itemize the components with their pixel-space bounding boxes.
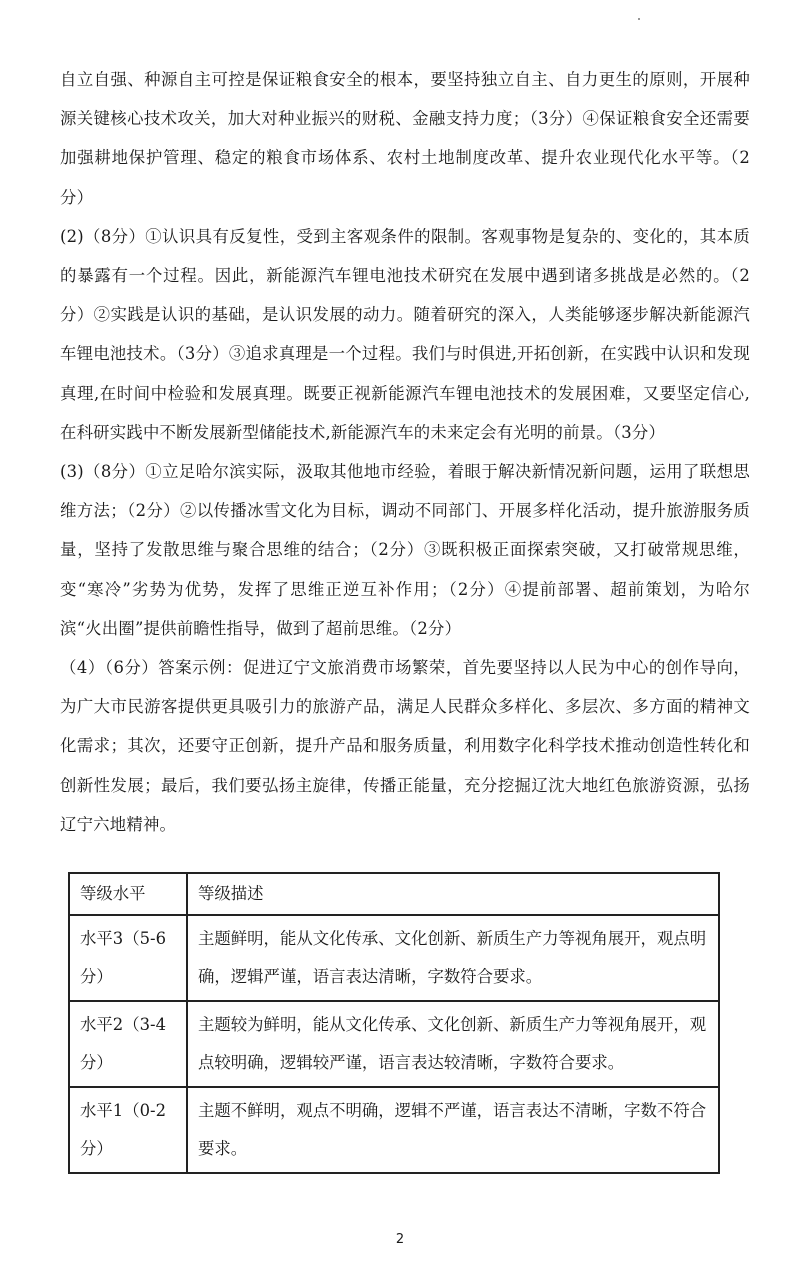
answer-text	[60, 60, 750, 844]
table-row	[69, 1087, 719, 1173]
table-header-row	[69, 873, 719, 915]
row-level: 水平1（0-2分）	[69, 1087, 187, 1173]
paragraph-question-4: （4）（6分）答案示例：促进辽宁文旅消费市场繁荣，首先要坚持以人民为中心的创作导向，为广大市民游客提供更具吸引力的旅游产品，满足人民群众多样化、多层次、多方面的精神文化需求；其次，还要守正创新，提升产品和服务质量，利用数字化科学技术推动创造性转化和创新性发展；最后，我们要弘扬主旋律，传播正能量，充分挖掘辽沈大地红色旅游资源，弘扬辽宁六地精神。	[60, 658, 750, 834]
page-number: 2	[395, 1232, 405, 1247]
table-row	[69, 1001, 719, 1087]
paragraph-question-2: (2)（8分）①认识具有反复性，受到主客观条件的限制。客观事物是复杂的、变化的，其本质的暴露有一个过程。因此，新能源汽车锂电池技术研究在发展中遇到诸多挑战是必然的。（2分）②实践是认识的基础，是认识发展的动力。随着研究的深入，人类能够逐步解决新能源汽车锂电池技术。（3分）③追求真理是一个过程。我们与时俱进,开拓创新，在实践中认识和发现真理,在时间中检验和发展真理。既要正视新能源汽车锂电池技术的发展困难，又要坚定信心,在科研实践中不断发展新型储能技术,新能源汽车的未来定会有光明的前景。（3分）	[60, 226, 750, 442]
row-description: 主题不鲜明，观点不明确，逻辑不严谨，语言表达不清晰，字数不符合要求。	[187, 1087, 719, 1173]
row-level: 水平3（5-6分）	[69, 915, 187, 1001]
paragraph-1-continuation: 自立自强、种源自主可控是保证粮食安全的根本，要坚持独立自主、自力更生的原则，开展种源关键核心技术攻关，加大对种业振兴的财税、金融支持力度；（3分）④保证粮食安全还需要加强耕地保护管理、稳定的粮食市场体系、农村土地制度改革、提升农业现代化水平等。（2分）	[60, 70, 750, 207]
header-level: 等级水平	[69, 873, 187, 915]
row-level: 水平2（3-4分）	[69, 1001, 187, 1087]
paragraph-question-3: (3)（8分）①立足哈尔滨实际，汲取其他地市经验，着眼于解决新情况新问题，运用了联想思维方法；（2分）②以传播冰雪文化为目标，调动不同部门、开展多样化活动，提升旅游服务质量，坚持了发散思维与聚合思维的结合；（2分）③既积极正面探索突破，又打破常规思维，变“寒冷”劣势为优势，发挥了思维正逆互补作用；（2分）④提前部署、超前策划，为哈尔滨“火出圈”提供前瞻性指导，做到了超前思维。（2分）	[60, 462, 750, 638]
grading-table	[68, 872, 720, 1174]
table-row	[69, 915, 719, 1001]
header-description: 等级描述	[187, 873, 719, 915]
row-description: 主题鲜明，能从文化传承、文化创新、新质生产力等视角展开，观点明确，逻辑严谨，语言表达清晰，字数符合要求。	[187, 915, 719, 1001]
scan-speck	[638, 18, 640, 20]
row-description: 主题较为鲜明，能从文化传承、文化创新、新质生产力等视角展开，观点较明确，逻辑较严谨，语言表达较清晰，字数符合要求。	[187, 1001, 719, 1087]
